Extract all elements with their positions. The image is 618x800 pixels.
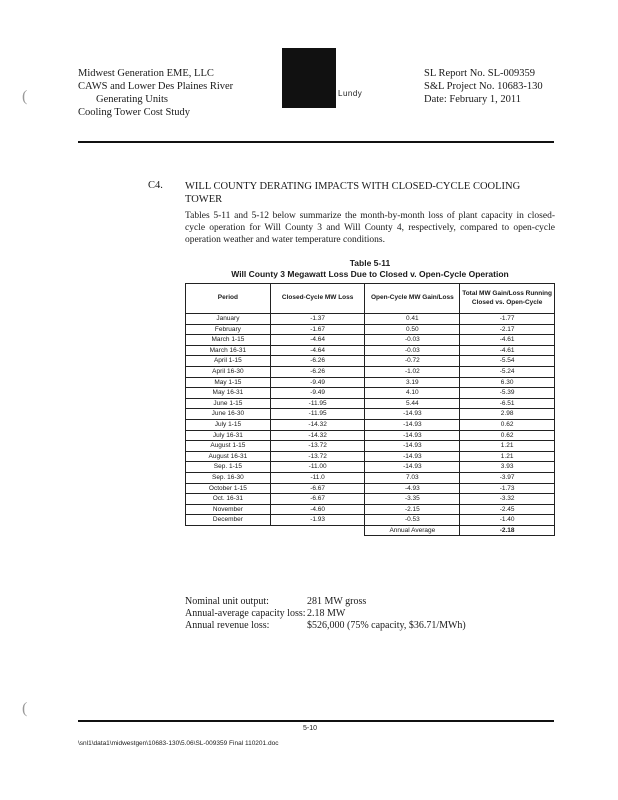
project-number: S&L Project No. 10683-130 — [424, 81, 543, 92]
cell-total-gain-loss: -5.24 — [460, 366, 555, 377]
file-path: \snl1\data1\midwestgen\10683-130\5.06\SL-009359 Final 110201.doc — [78, 740, 279, 747]
cell-period: Sep. 16-30 — [186, 472, 271, 483]
cell-open-cycle-gain-loss: 0.41 — [365, 314, 460, 325]
table-row — [186, 441, 555, 452]
cell-open-cycle-gain-loss: -0.03 — [365, 345, 460, 356]
table-row — [186, 345, 555, 356]
cell-open-cycle-gain-loss: -14.93 — [365, 451, 460, 462]
table-row — [186, 377, 555, 388]
summary-row — [185, 596, 466, 608]
report-number: SL Report No. SL-009359 — [424, 68, 536, 79]
cell-period: Sep. 1-15 — [186, 462, 271, 473]
cell-period: December — [186, 515, 271, 526]
table-row — [186, 314, 555, 325]
cell-total-gain-loss: 2.98 — [460, 409, 555, 420]
cell-period: July 16-31 — [186, 430, 271, 441]
cell-open-cycle-gain-loss: -14.93 — [365, 462, 460, 473]
cell-period: November — [186, 504, 271, 515]
cell-closed-cycle-loss: -14.32 — [270, 419, 365, 430]
header-left-block — [78, 67, 233, 119]
cell-total-gain-loss: -5.39 — [460, 388, 555, 399]
header-rule — [78, 141, 554, 143]
header-closed-cycle: Closed-Cycle MW Loss — [270, 284, 365, 314]
cell-total-gain-loss: -3.32 — [460, 494, 555, 505]
cell-closed-cycle-loss: -4.64 — [270, 335, 365, 346]
section-number: C4. — [148, 180, 163, 191]
cell-period: May 1-15 — [186, 377, 271, 388]
cell-total-gain-loss: -6.51 — [460, 398, 555, 409]
header-right-block — [424, 67, 543, 106]
table-footer-row — [186, 525, 555, 536]
cell-open-cycle-gain-loss: -0.72 — [365, 356, 460, 367]
section-title: WILL COUNTY DERATING IMPACTS WITH CLOSED-CYCLE COOLING TOWER — [185, 181, 521, 205]
report-date: Date: February 1, 2011 — [424, 94, 522, 105]
cell-open-cycle-gain-loss: -14.93 — [365, 409, 460, 420]
cell-total-gain-loss: -2.45 — [460, 504, 555, 515]
table-row — [186, 398, 555, 409]
table-row — [186, 324, 555, 335]
cell-closed-cycle-loss: -1.67 — [270, 324, 365, 335]
cell-period: May 16-31 — [186, 388, 271, 399]
cell-period: April 1-15 — [186, 356, 271, 367]
cell-closed-cycle-loss: -13.72 — [270, 451, 365, 462]
header-period: Period — [186, 284, 271, 314]
summary-value: $526,000 (75% capacity, $36.71/MWh) — [307, 620, 466, 631]
table-row — [186, 504, 555, 515]
cell-closed-cycle-loss: -1.93 — [270, 515, 365, 526]
header-units: Generating Units — [96, 94, 169, 105]
cell-total-gain-loss: -4.61 — [460, 345, 555, 356]
table-row — [186, 388, 555, 399]
cell-closed-cycle-loss: -4.60 — [270, 504, 365, 515]
logo-mark — [282, 48, 336, 108]
table-row — [186, 451, 555, 462]
cell-open-cycle-gain-loss: 4.10 — [365, 388, 460, 399]
logo-text: Lundy — [338, 89, 363, 98]
cell-period: March 1-15 — [186, 335, 271, 346]
table-row — [186, 366, 555, 377]
cell-total-gain-loss: -1.73 — [460, 483, 555, 494]
header-project: CAWS and Lower Des Plaines River — [78, 81, 234, 92]
cell-total-gain-loss: -2.17 — [460, 324, 555, 335]
cell-closed-cycle-loss: -6.26 — [270, 366, 365, 377]
table-row — [186, 409, 555, 420]
cell-period: Oct. 16-31 — [186, 494, 271, 505]
footer-rule — [78, 720, 554, 722]
table-row — [186, 335, 555, 346]
annual-average-value: -2.18 — [460, 525, 555, 536]
cell-total-gain-loss: -3.97 — [460, 472, 555, 483]
cell-total-gain-loss: 0.62 — [460, 430, 555, 441]
header-company: Midwest Generation EME, LLC — [78, 68, 214, 79]
summary-row — [185, 608, 466, 620]
cell-closed-cycle-loss: -14.32 — [270, 430, 365, 441]
table-caption: Will County 3 Megawatt Loss Due to Closed v. Open-Cycle Operation — [231, 269, 509, 279]
cell-period: January — [186, 314, 271, 325]
summary-label: Annual revenue loss: — [185, 620, 270, 631]
table-row — [186, 472, 555, 483]
cell-closed-cycle-loss: -11.00 — [270, 462, 365, 473]
cell-closed-cycle-loss: -4.64 — [270, 345, 365, 356]
cell-total-gain-loss: 3.93 — [460, 462, 555, 473]
cell-period: July 1-15 — [186, 419, 271, 430]
summary-value: 281 MW gross — [307, 596, 367, 607]
cell-period: February — [186, 324, 271, 335]
cell-open-cycle-gain-loss: 5.44 — [365, 398, 460, 409]
summary-label: Nominal unit output: — [185, 596, 269, 607]
cell-closed-cycle-loss: -11.95 — [270, 398, 365, 409]
cell-total-gain-loss: 0.62 — [460, 419, 555, 430]
cell-total-gain-loss: -1.77 — [460, 314, 555, 325]
cell-period: August 1-15 — [186, 441, 271, 452]
cell-open-cycle-gain-loss: -3.35 — [365, 494, 460, 505]
cell-closed-cycle-loss: -11.95 — [270, 409, 365, 420]
table-row — [186, 430, 555, 441]
cell-closed-cycle-loss: -6.67 — [270, 483, 365, 494]
header-total: Total MW Gain/Loss Running Closed vs. Open-Cycle — [460, 284, 555, 314]
cell-period: June 16-30 — [186, 409, 271, 420]
margin-mark-bottom: ( — [22, 700, 28, 717]
summary-block — [185, 596, 466, 632]
page-number: 5-10 — [303, 725, 318, 732]
section-paragraph: Tables 5-11 and 5-12 below summarize the month-by-month loss of plant capacity in closed-cycle operation for Will County 3 and Will County 4, respectively, compared to open-cycle operation weather and water temperature conditions. — [185, 211, 555, 245]
table-row — [186, 483, 555, 494]
summary-label: Annual-average capacity loss: — [185, 608, 306, 619]
table-header-row — [186, 284, 555, 314]
cell-open-cycle-gain-loss: -14.93 — [365, 419, 460, 430]
cell-period: April 16-30 — [186, 366, 271, 377]
cell-open-cycle-gain-loss: -0.03 — [365, 335, 460, 346]
header-study: Cooling Tower Cost Study — [78, 107, 190, 118]
table-caption-block — [185, 258, 555, 280]
cell-total-gain-loss: 6.30 — [460, 377, 555, 388]
table-row — [186, 494, 555, 505]
cell-period: August 16-31 — [186, 451, 271, 462]
cell-open-cycle-gain-loss: 3.19 — [365, 377, 460, 388]
cell-total-gain-loss: -5.54 — [460, 356, 555, 367]
cell-closed-cycle-loss: -9.49 — [270, 388, 365, 399]
cell-closed-cycle-loss: -1.37 — [270, 314, 365, 325]
table-row — [186, 462, 555, 473]
table-row — [186, 419, 555, 430]
cell-open-cycle-gain-loss: -14.93 — [365, 430, 460, 441]
cell-open-cycle-gain-loss: 0.50 — [365, 324, 460, 335]
cell-open-cycle-gain-loss: -1.02 — [365, 366, 460, 377]
cell-open-cycle-gain-loss: -4.93 — [365, 483, 460, 494]
cell-total-gain-loss: 1.21 — [460, 441, 555, 452]
table-row — [186, 356, 555, 367]
derating-table — [185, 283, 555, 536]
cell-closed-cycle-loss: -6.26 — [270, 356, 365, 367]
cell-open-cycle-gain-loss: -0.53 — [365, 515, 460, 526]
cell-period: June 1-15 — [186, 398, 271, 409]
cell-closed-cycle-loss: -6.67 — [270, 494, 365, 505]
cell-total-gain-loss: -1.40 — [460, 515, 555, 526]
summary-row — [185, 620, 466, 632]
header-open-cycle: Open-Cycle MW Gain/Loss — [365, 284, 460, 314]
margin-mark-top: ( — [22, 88, 28, 105]
annual-average-label: Annual Average — [365, 525, 460, 536]
cell-open-cycle-gain-loss: -14.93 — [365, 441, 460, 452]
summary-value: 2.18 MW — [307, 608, 346, 619]
table-row — [186, 515, 555, 526]
cell-period: March 16-31 — [186, 345, 271, 356]
table-label: Table 5-11 — [349, 258, 391, 268]
cell-total-gain-loss: 1.21 — [460, 451, 555, 462]
cell-total-gain-loss: -4.61 — [460, 335, 555, 346]
cell-closed-cycle-loss: -9.49 — [270, 377, 365, 388]
cell-closed-cycle-loss: -13.72 — [270, 441, 365, 452]
cell-open-cycle-gain-loss: -2.15 — [365, 504, 460, 515]
cell-open-cycle-gain-loss: 7.03 — [365, 472, 460, 483]
cell-closed-cycle-loss: -11.0 — [270, 472, 365, 483]
cell-period: October 1-15 — [186, 483, 271, 494]
